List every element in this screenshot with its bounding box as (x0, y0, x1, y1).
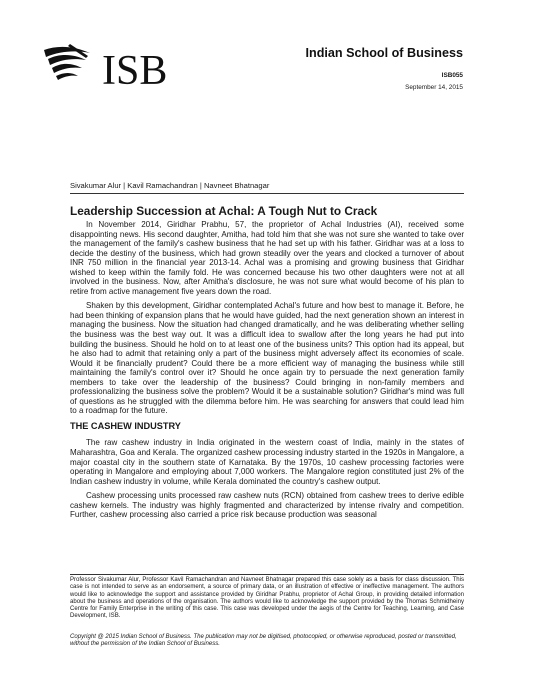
logo-wordmark: ISB (102, 48, 168, 88)
body-paragraph: Cashew processing units processed raw cashew nuts (RCN) obtained from cashew trees to derive edible cashew kernels. The industry was highly fragmented and characterized by intense rivalry and competition. Further, cashew processing also carried a price risk because production was seasonal (70, 491, 464, 520)
logo-swoosh-3 (52, 64, 82, 73)
section-heading: THE CASHEW INDUSTRY (70, 420, 181, 431)
logo-swoosh-4 (56, 73, 78, 80)
document-header (306, 46, 463, 91)
case-date: September 14, 2015 (405, 84, 463, 91)
body-paragraph: In November 2014, Giridhar Prabhu, 57, the proprietor of Achal Industries (AI), received some disappointing news. His second daughter, Amitha, had told him that she was not sure she wanted to take over the management of the family's cashew business that he had set up with his father. Giridhar was at a loss to decide the destiny of the business, which had grown steadily over the years and clocked a turnover of about INR 750 million in the financial year 2013-14. Achal was a promising and growing business that Giridhar wished to keep within the family fold. He was concerned because his two other daughters were not at all involved in the business. Now, after Amitha's disclosure, he was not sure what would become of his plan to retire from active management five years down the road. (70, 220, 464, 296)
isb-logo (40, 42, 190, 88)
author-line: Sivakumar Alur | Kavil Ramachandran | Navneet Bhatnagar (70, 181, 270, 190)
isb-logo-mark (40, 42, 190, 88)
footnote-divider (70, 574, 464, 575)
copyright-notice: Copyright @ 2015 Indian School of Business. The publication may not be digitised, photocopied, or otherwise reproduced, posted or transmitted, without the permission of the Indian School of Business. (70, 634, 457, 648)
body-paragraph: Shaken by this development, Giridhar contemplated Achal's future and how best to manage it. Before, he had been thinking of expansion plans that he would have guided, had the next generation shown an interest in managing the business. Now the situation had changed dramatically, and he was deliberating whether selling the business was the best way out. It was a difficult idea to swallow after the long years he had put into building the business. Should he hold on to at least one of the business units? This option had its appeal, but he also had to admit that retaining only a part of the business might adversely affect its economies of scale. Would it be financially prudent? Could there be a more efficient way of managing the business while still maintaining the family's control over it? Should he once again try to persuade the next generation family members to take over the leadership of the business? Could bringing in non-family members and professionalizing the business solve the problem? Would it be a sustainable solution? Giridhar's mind was full of questions as he struggled with the dilemma before him. He was searching for answers that could lead him to a roadmap for the future. (70, 301, 464, 416)
author-divider (70, 193, 464, 194)
page-title: Leadership Succession at Achal: A Tough Nut to Crack (70, 204, 378, 218)
organization-name: Indian School of Business (305, 46, 463, 60)
logo-swoosh-2 (48, 55, 86, 65)
case-body (70, 220, 464, 525)
body-paragraph: The raw cashew industry in India originated in the western coast of India, mainly in the states of Maharashtra, Goa and Kerala. The organized cashew processing industry started in the 1920s in Mangalore, a major coastal city in the southern state of Karnataka. By the 1970s, 10 cashew processing factories were operating in Mangalore and employing about 7,000 workers. The Mangalore region constituted just 2% of the Indian cashew industry in volume, while Kerala dominated the country's cashew output. (70, 438, 464, 486)
case-code: ISB055 (441, 72, 463, 79)
case-footnote: Professor Sivakumar Alur, Professor Kavil Ramachandran and Navneet Bhatnagar prepared this case solely as a basis for class discussion. This case is not intended to serve as an endorsement, a source of primary data, or an illustration of effective or ineffective management. The authors would like to acknowledge the support and assistance provided by Giridhar Prabhu, proprietor of Achal Group, in providing detailed information about the business and operations of the organisation. The authors would like to acknowledge the support provided by the Thomas Schmidheiny Centre for Family Enterprise in the writing of this case. This case was developed under the aegis of the Centre for Teaching, Learning, and Case Development, ISB. (70, 577, 464, 620)
